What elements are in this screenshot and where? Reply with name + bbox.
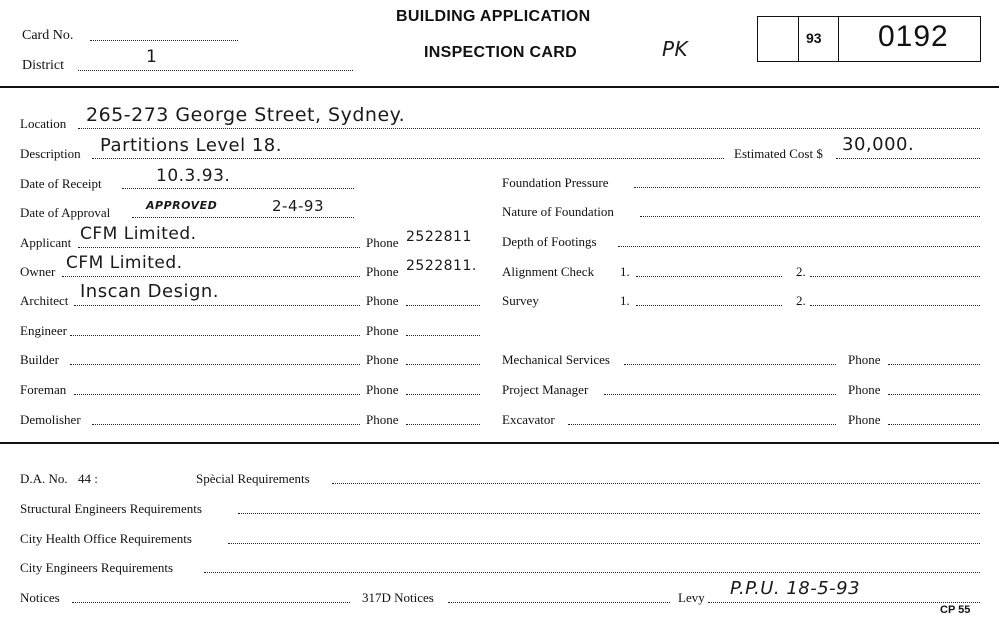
survey-item-1-label: 1. xyxy=(620,293,630,308)
form-code: CP 55 xyxy=(940,604,971,616)
excavator-field[interactable] xyxy=(568,424,836,425)
special-requirements-field[interactable] xyxy=(332,483,980,484)
alignment-check-item-1-field[interactable] xyxy=(636,276,782,277)
applicant-label: Applicant xyxy=(20,235,72,250)
applicant-field[interactable] xyxy=(78,247,360,248)
foreman-phone-label: Phone xyxy=(366,382,399,397)
district-field[interactable] xyxy=(78,70,353,71)
notices-field[interactable] xyxy=(72,602,350,603)
date-of-receipt-label: Date of Receipt xyxy=(20,176,102,191)
special-requirements-label: Spècial Requirements xyxy=(196,471,310,486)
description-value: Partitions Level 18. xyxy=(100,135,282,156)
project-manager-phone-label: Phone xyxy=(848,382,881,397)
date-of-approval-label: Date of Approval xyxy=(20,205,111,220)
city-engineers-field[interactable] xyxy=(204,572,980,573)
survey-item-2-field[interactable] xyxy=(810,305,980,306)
estimated-cost-value: 30,000. xyxy=(842,134,915,155)
city-engineers-label: City Engineers Requirements xyxy=(20,560,174,575)
date-of-approval-field[interactable] xyxy=(132,217,354,218)
district-label: District xyxy=(22,58,64,73)
builder-field[interactable] xyxy=(70,364,360,365)
mechanical-services-phone-field[interactable] xyxy=(888,364,980,365)
survey-item-1-field[interactable] xyxy=(636,305,782,306)
header-rule xyxy=(0,86,999,88)
project-manager-phone-field[interactable] xyxy=(888,394,980,395)
applicant-phone-value: 2522811 xyxy=(406,229,472,245)
foreman-field[interactable] xyxy=(74,394,360,395)
structural-engineers-label: Structural Engineers Requirements xyxy=(20,501,202,516)
date-of-receipt-field[interactable] xyxy=(122,188,354,189)
builder-phone-field[interactable] xyxy=(406,364,480,365)
depth-of-footings-field[interactable] xyxy=(618,246,980,247)
notices-label: Notices xyxy=(20,590,60,605)
title-line-1: BUILDING APPLICATION xyxy=(396,8,591,25)
location-field[interactable] xyxy=(78,128,980,129)
foreman-phone-field[interactable] xyxy=(406,394,480,395)
estimated-cost-label: Estimated Cost $ xyxy=(734,146,823,161)
nature-of-foundation-label: Nature of Foundation xyxy=(502,204,614,219)
excavator-phone-label: Phone xyxy=(848,412,881,427)
architect-phone-label: Phone xyxy=(366,293,399,308)
mechanical-services-phone-label: Phone xyxy=(848,352,881,367)
estimated-cost-field[interactable] xyxy=(836,158,980,159)
location-value: 265-273 George Street, Sydney. xyxy=(86,104,406,126)
survey-item-2-label: 2. xyxy=(796,293,806,308)
owner-value: CFM Limited. xyxy=(66,253,183,273)
foreman-label: Foreman xyxy=(20,382,67,397)
notices-317d-label: 317D Notices xyxy=(362,590,434,605)
engineer-phone-field[interactable] xyxy=(406,335,480,336)
da-no-label: D.A. No. xyxy=(20,471,68,486)
engineer-field[interactable] xyxy=(70,335,360,336)
alignment-check-label: Alignment Check xyxy=(502,264,595,279)
levy-label: Levy xyxy=(678,590,705,605)
project-manager-label: Project Manager xyxy=(502,382,589,397)
survey-label: Survey xyxy=(502,293,539,308)
card-year: 93 xyxy=(806,30,822,46)
card-no-label: Card No. xyxy=(22,28,74,43)
owner-phone-label: Phone xyxy=(366,264,399,279)
levy-value: P.P.U. 18-5-93 xyxy=(730,578,861,599)
demolisher-phone-label: Phone xyxy=(366,412,399,427)
engineer-label: Engineer xyxy=(20,323,67,338)
date-of-receipt-value: 10.3.93. xyxy=(156,166,231,186)
owner-field[interactable] xyxy=(62,276,360,277)
structural-engineers-field[interactable] xyxy=(238,513,980,514)
applicant-value: CFM Limited. xyxy=(80,224,197,244)
details-rule xyxy=(0,442,999,444)
alignment-check-item-2-field[interactable] xyxy=(810,276,980,277)
mechanical-services-field[interactable] xyxy=(624,364,836,365)
levy-field[interactable] xyxy=(708,602,980,603)
card-no-field[interactable] xyxy=(90,40,238,41)
demolisher-label: Demolisher xyxy=(20,412,81,427)
mechanical-services-label: Mechanical Services xyxy=(502,352,610,367)
architect-phone-field[interactable] xyxy=(406,305,480,306)
architect-field[interactable] xyxy=(74,305,360,306)
excavator-label: Excavator xyxy=(502,412,555,427)
description-field[interactable] xyxy=(92,158,724,159)
date-of-approval-value: 2-4-93 xyxy=(272,197,324,215)
architect-label: Architect xyxy=(20,293,69,308)
builder-phone-label: Phone xyxy=(366,352,399,367)
card-number: 0192 xyxy=(878,20,949,53)
alignment-check-item-2-label: 2. xyxy=(796,264,806,279)
description-label: Description xyxy=(20,146,81,161)
approved-stamp: APPROVED xyxy=(146,199,218,212)
alignment-check-item-1-label: 1. xyxy=(620,264,630,279)
location-label: Location xyxy=(20,116,67,131)
architect-value: Inscan Design. xyxy=(80,281,220,302)
card-number-box xyxy=(757,16,981,62)
nature-of-foundation-field[interactable] xyxy=(640,216,980,217)
project-manager-field[interactable] xyxy=(604,394,836,395)
city-health-label: City Health Office Requirements xyxy=(20,531,192,546)
initials: PK xyxy=(662,37,689,61)
foundation-pressure-label: Foundation Pressure xyxy=(502,175,609,190)
owner-phone-value: 2522811. xyxy=(406,258,477,274)
applicant-phone-label: Phone xyxy=(366,235,399,250)
foundation-pressure-field[interactable] xyxy=(634,187,980,188)
excavator-phone-field[interactable] xyxy=(888,424,980,425)
demolisher-field[interactable] xyxy=(92,424,360,425)
city-health-field[interactable] xyxy=(228,543,980,544)
notices-317d-field[interactable] xyxy=(448,602,670,603)
demolisher-phone-field[interactable] xyxy=(406,424,480,425)
builder-label: Builder xyxy=(20,352,59,367)
district-value: 1 xyxy=(146,47,158,67)
title-line-2: INSPECTION CARD xyxy=(424,44,577,61)
engineer-phone-label: Phone xyxy=(366,323,399,338)
depth-of-footings-label: Depth of Footings xyxy=(502,234,597,249)
da-no-value: 44 : xyxy=(78,471,98,486)
owner-label: Owner xyxy=(20,264,56,279)
